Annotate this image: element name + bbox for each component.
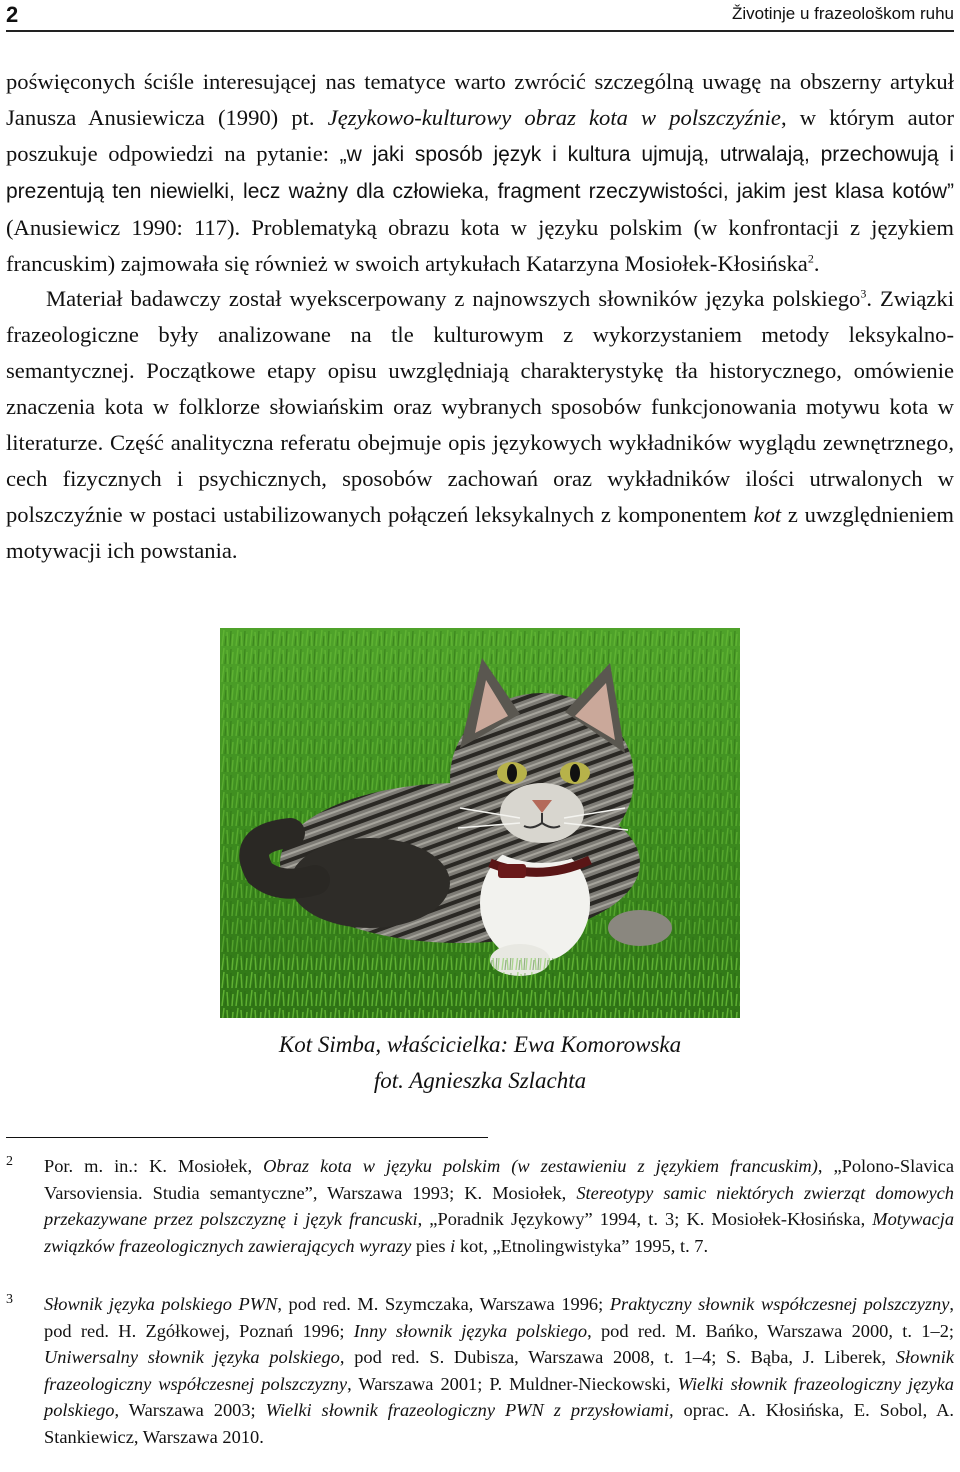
cat-photo bbox=[220, 628, 740, 1018]
footnote-ref-2[interactable]: 2 bbox=[807, 251, 814, 265]
page-number: 2 bbox=[6, 2, 19, 27]
paragraph-2: Materiał badawczy został wyekscerpowany z najnowszych słowników języka polskiego$^3$. Związki frazeologiczne były analizowane na tle kulturowym z wykorzystaniem metody leksykalno-semantycznej. Początkowe etapy opisu uwzględniają charakterystykę tła historycznego, omówienie znaczenia kota w folklorze słowiańskim oraz wybranych sposobów funkcjonowania motywu kota w literaturze. Część analityczna referatu obejmuje opis językowych wykładników wyglądu zewnętrznego, cech fizycznych i psychicznych, sposobów zachowań oraz wykładników ilości utrwalonych w polszczyźnie w postaci ustabilizowanych połączeń leksykalnych z komponentem kot z uwzględnieniem motywacji ich powstania. bbox=[6, 286, 954, 563]
running-title: Životinje u frazeološkom ruhu bbox=[731, 4, 954, 23]
footnote-text: Por. m. in.: K. Mosiołek, Obraz kota w języku polskim (w zestawieniu z językiem francuskim), „Polono-Slavica Varsoviensia. Studia semantyczne”, Warszawa 1993; K. Mosiołek, Stereotypy samic niektórych zwierząt domowych przekazywane przez polszczyznę i język francuski, „Poradnik Językowy” 1994, t. 3; K. Mosiołek-Kłosińska, Motywacja związków frazeologicznych zawierających wyrazy pies i kot, „Etnolingwistyka” 1995, t. 7. bbox=[44, 1156, 955, 1256]
footnote-3 bbox=[6, 1291, 954, 1450]
footnote-2 bbox=[6, 1153, 954, 1259]
header-rule bbox=[6, 30, 954, 32]
footnote-ref-3[interactable]: 3 bbox=[860, 286, 867, 301]
paragraph-1: poświęconych ściśle interesującej nas tematyce warto zwrócić szczególną uwagę na obszerny artykuł Janusza Anusiewicza (1990) pt. Językowo-kulturowy obraz kota w polszczyźnie, w którym autor poszukuje odpowiedzi na pytanie: „w jaki sposób język i kultura ujmują, utrwalają, przechowują i prezentują ten niewielki, lecz ważny dla człowieka, fragment rzeczywistości, jakim jest klasa kotów” (Anusiewicz 1990: 117). Problematyką obrazu kota w języku polskim (w konfrontacji z językiem francuskim) zajmowała się również w swoich artykułach Katarzyna Mosiołek-Kłosińska$^2$. bbox=[6, 69, 954, 276]
footnote-number: 3 bbox=[6, 1292, 13, 1307]
figure-caption-line-2: fot. Agnieszka Szlachta bbox=[373, 1068, 587, 1093]
body-text bbox=[6, 64, 954, 569]
quotation: „w jaki sposób język i kultura ujmują, utrwalają, przechowują i prezentują ten niewielki, lecz ważny dla człowieka, fragment rzeczywistości, jakim jest klasa kotów” bbox=[6, 142, 954, 203]
footnote-separator bbox=[6, 1137, 488, 1138]
footnote-text: Słownik języka polskiego PWN, pod red. M. Szymczaka, Warszawa 1996; Praktyczny słownik współczesnej polszczyzny, pod red. H. Zgółkowej, Poznań 1996; Inny słownik języka polskiego, pod red. M. Bańko, Warszawa 2000, t. 1–2; Uniwersalny słownik języka polskiego, pod red. S. Dubisza, Warszawa 2008, t. 1–4; S. Bąba, J. Liberek, Słownik frazeologiczny współczesnej polszczyzny, Warszawa 2001; P. Muldner-Nieckowski, Wielki słownik frazeologiczny języka polskiego, Warszawa 2003; Wielki słownik frazeologiczny PWN z przysłowiami, oprac. A. Kłosińska, E. Sobol, A. Stankiewicz, Warszawa 2010. bbox=[44, 1294, 955, 1447]
footnote-number: 2 bbox=[6, 1154, 13, 1169]
page-header bbox=[6, 0, 954, 32]
figure-caption-line-1: Kot Simba, właścicielka: Ewa Komorowska bbox=[278, 1032, 682, 1057]
